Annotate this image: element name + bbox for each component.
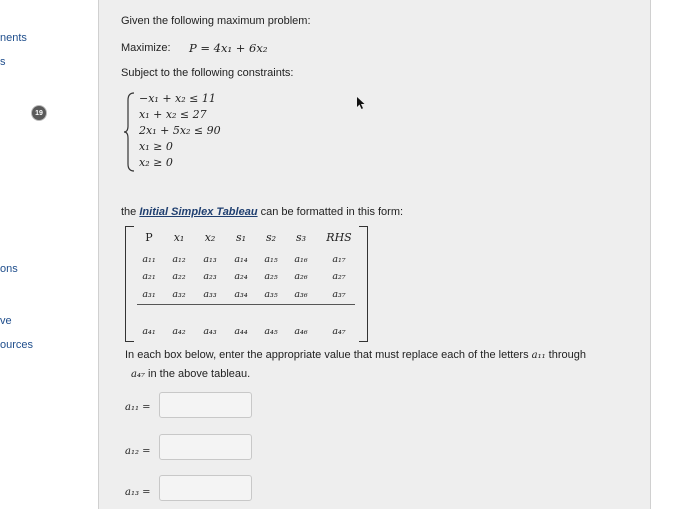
- answer-label-a11: a₁₁ =: [125, 402, 151, 413]
- tableau-cell: a₁₆: [294, 254, 308, 265]
- tableau-cell: a₄₃: [203, 326, 217, 337]
- sidebar-item-resources[interactable]: ources: [0, 339, 34, 351]
- constraint-5: x₂ ≥ 0: [139, 156, 173, 169]
- tableau-cell: a₁₃: [203, 254, 217, 265]
- answer-input-a13[interactable]: [159, 475, 252, 501]
- constraint-3: 2x₁ + 5x₂ ≤ 90: [139, 124, 221, 137]
- problem-intro: Given the following maximum problem:: [121, 15, 311, 27]
- subject-to-label: Subject to the following constraints:: [121, 67, 294, 79]
- answer-input-a12[interactable]: [159, 434, 252, 460]
- left-brace-icon: [124, 92, 136, 172]
- sidebar-item-assignments[interactable]: nents: [0, 32, 27, 44]
- tableau-header-cell: x₂: [204, 231, 216, 244]
- constraint-1: −x₁ + x₂ ≤ 11: [139, 92, 216, 105]
- tableau-cell: a₃₅: [264, 289, 278, 300]
- tableau-cell: a₂₃: [203, 271, 217, 282]
- tableau-header-cell: x₁: [173, 231, 185, 244]
- tableau-header-cell: s₂: [265, 231, 277, 244]
- tableau-cell: a₃₂: [172, 289, 186, 300]
- answer-label-a13: a₁₃ =: [125, 487, 151, 498]
- instructions-line-2: [131, 368, 250, 380]
- maximize-label: Maximize:: [121, 42, 171, 54]
- tableau-cell: a₃₄: [234, 289, 248, 300]
- tableau-cell: a₄₂: [172, 326, 186, 337]
- sidebar-item-discussions[interactable]: ons: [0, 263, 18, 275]
- answer-input-a11[interactable]: [159, 392, 252, 418]
- question-number-badge[interactable]: 19: [32, 106, 46, 120]
- initial-simplex-tableau-link[interactable]: Initial Simplex Tableau: [139, 206, 258, 218]
- tableau-right-bracket: [359, 226, 368, 342]
- tableau-header-cell: s₁: [235, 231, 247, 244]
- instructions-text-end: in the above tableau.: [144, 368, 251, 380]
- instructions-var-to: a₄₇: [131, 369, 145, 380]
- tableau-cell: a₂₇: [332, 271, 346, 282]
- instructions-line-1: [125, 349, 586, 361]
- instructions-text-after: through: [545, 349, 586, 361]
- tableau-cell: a₃₆: [294, 289, 308, 300]
- sidebar-item-ve[interactable]: ve: [0, 315, 12, 327]
- tableau-cell: a₂₄: [234, 271, 248, 282]
- tableau-cell: a₁₅: [264, 254, 278, 265]
- tableau-cell: a₄₄: [234, 326, 248, 337]
- tableau-cell: a₁₂: [172, 254, 186, 265]
- tableau-header-cell: s₃: [295, 231, 307, 244]
- answer-label-a12: a₁₂ =: [125, 446, 151, 457]
- tableau-header-cell: P: [145, 231, 153, 244]
- question-panel: [98, 0, 651, 509]
- tableau-cell: a₄₆: [294, 326, 308, 337]
- instructions-var-from: a₁₁: [531, 350, 546, 361]
- tableau-intro-before: the: [121, 206, 140, 218]
- tableau-cell: a₃₃: [203, 289, 217, 300]
- tableau-cell: a₄₁: [142, 326, 156, 337]
- tableau-cell: a₃₁: [142, 289, 156, 300]
- mouse-cursor-icon: [354, 96, 368, 110]
- tableau-divider-line: [137, 304, 355, 305]
- tableau-intro-after: can be formatted in this form:: [257, 206, 404, 218]
- tableau-cell: a₁₇: [332, 254, 346, 265]
- tableau-left-bracket: [125, 226, 134, 342]
- tableau-cell: a₂₁: [142, 271, 156, 282]
- objective-function: P = 4x₁ + 6x₂: [189, 41, 268, 55]
- tableau-cell: a₂₆: [294, 271, 308, 282]
- constraint-2: x₁ + x₂ ≤ 27: [139, 108, 207, 121]
- tableau-cell: a₄₅: [264, 326, 278, 337]
- tableau-cell: a₁₁: [142, 254, 156, 265]
- tableau-header-cell: RHS: [326, 231, 352, 244]
- sidebar-item-s[interactable]: s: [0, 56, 6, 68]
- constraint-4: x₁ ≥ 0: [139, 140, 173, 153]
- tableau-cell: a₂₂: [172, 271, 186, 282]
- tableau-cell: a₁₄: [234, 254, 248, 265]
- tableau-cell: a₄₇: [332, 326, 346, 337]
- sidebar: [0, 0, 98, 509]
- tableau-intro: [121, 206, 403, 218]
- tableau-cell: a₃₇: [332, 289, 346, 300]
- tableau-cell: a₂₅: [264, 271, 278, 282]
- instructions-text-before: In each box below, enter the appropriate value that must replace each of the letters: [125, 349, 532, 361]
